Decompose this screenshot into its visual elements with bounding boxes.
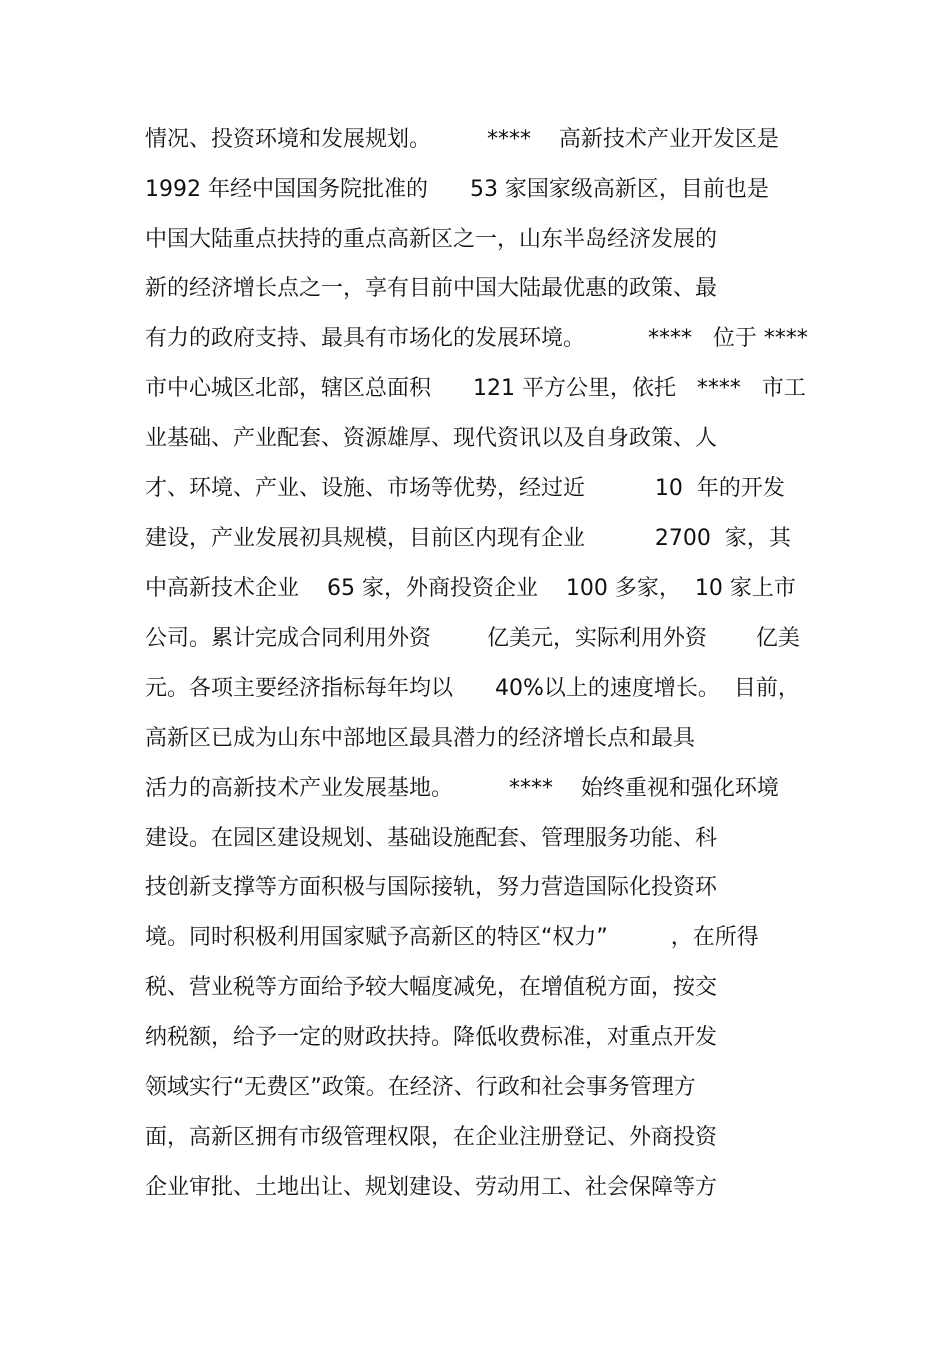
text-line: 境。同时积极利用国家赋予高新区的特区“权力” ，在所得 (145, 925, 759, 950)
text-line: 业基础、产业配套、资源雄厚、现代资讯以及自身政策、人 (145, 426, 718, 451)
text-line: 元。各项主要经济指标每年均以 40%以上的速度增长。 目前， (145, 676, 800, 701)
text-line: 才、环境、产业、设施、市场等优势，经过近 10 年的开发 (145, 476, 785, 501)
text-line: 面，高新区拥有市级管理权限，在企业注册登记、外商投资 (145, 1125, 718, 1150)
text-line: 活力的高新技术产业发展基地。 **** 始终重视和强化环境 (145, 776, 779, 801)
text-line: 中高新技术企业 65 家，外商投资企业 100 多家， 10 家上市 (145, 576, 796, 601)
text-line: 建设。在园区建设规划、基础设施配套、管理服务功能、科 (145, 826, 718, 851)
text-line: 有力的政府支持、最具有市场化的发展环境。 **** 位于 **** (145, 326, 808, 351)
text-line: 公司。累计完成合同利用外资 亿美元，实际利用外资 亿美 (145, 626, 800, 651)
text-line: 高新区已成为山东中部地区最具潜力的经济增长点和最具 (145, 726, 696, 751)
text-line: 中国大陆重点扶持的重点高新区之一，山东半岛经济发展的 (145, 227, 718, 252)
text-line: 1992 年经中国国务院批准的 53 家国家级高新区，目前也是 (145, 177, 769, 202)
text-line: 企业审批、土地出让、规划建设、劳动用工、社会保障等方 (145, 1175, 718, 1200)
text-line: 税、营业税等方面给予较大幅度减免，在增值税方面，按交 (145, 975, 718, 1000)
text-line: 领域实行“无费区”政策。在经济、行政和社会事务管理方 (145, 1075, 696, 1100)
text-line: 技创新支撑等方面积极与国际接轨，努力营造国际化投资环 (145, 875, 718, 900)
text-line: 纳税额，给予一定的财政扶持。降低收费标准，对重点开发 (145, 1025, 718, 1050)
text-line: 情况、投资环境和发展规划。 **** 高新技术产业开发区是 (145, 127, 779, 152)
text-line: 市中心城区北部，辖区总面积 121 平方公里，依托 **** 市工 (145, 376, 806, 401)
text-line: 新的经济增长点之一，享有目前中国大陆最优惠的政策、最 (145, 276, 718, 301)
text-line: 建设，产业发展初具规模，目前区内现有企业 2700 家，其 (145, 526, 791, 551)
